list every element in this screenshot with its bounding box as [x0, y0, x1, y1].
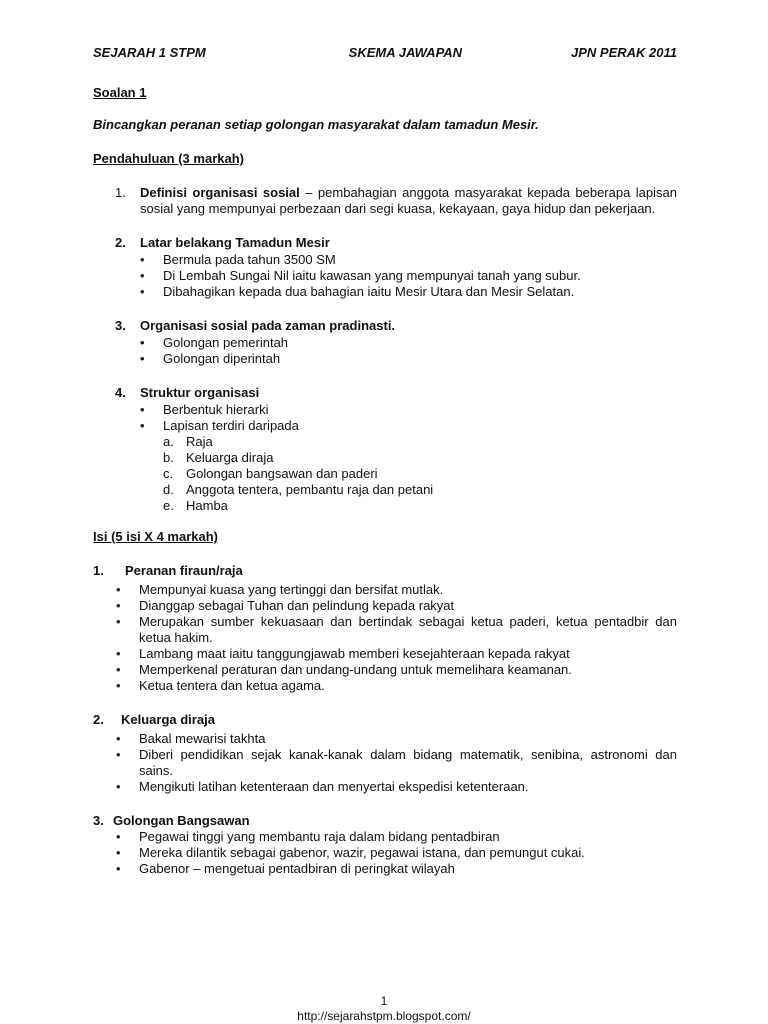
soalan-heading: Soalan 1: [93, 85, 147, 100]
header-right: JPN PERAK 2011: [571, 45, 677, 60]
page-header: [93, 45, 677, 61]
intro-item-number: 2.: [115, 235, 126, 250]
list-item: • Gabenor – mengetuai pentadbiran di peringkat wilayah: [116, 861, 677, 877]
section-number: 1.: [93, 563, 104, 578]
isi-section-title: [93, 563, 677, 579]
bullet-list: [93, 829, 677, 877]
list-item: • Pegawai tinggi yang membantu raja dalam bidang pentadbiran: [116, 829, 677, 845]
isi-section-3: [93, 813, 677, 877]
isi-section-title: [93, 813, 677, 829]
list-item: • Merupakan sumber kekuasaan dan bertindak sebagai ketua paderi, ketua pentadbir dan ketua hakim.: [116, 614, 677, 646]
list-item: • Mereka dilantik sebagai gabenor, wazir, pegawai istana, dan pemungut cukai.: [116, 845, 677, 861]
question-text: Bincangkan peranan setiap golongan masyarakat dalam tamadun Mesir.: [93, 117, 539, 132]
intro-item-3: [93, 318, 677, 367]
list-item: • Lapisan terdiri daripada: [140, 418, 677, 434]
item-text: Hamba: [186, 498, 228, 513]
document-page: [93, 45, 677, 877]
list-item: • Ketua tentera dan ketua agama.: [116, 678, 677, 694]
isi-heading: Isi (5 isi X 4 markah): [93, 529, 219, 544]
header-left: SEJARAH 1 STPM: [93, 45, 206, 60]
lettered-item: [163, 498, 677, 514]
item-text: Keluarga diraja: [186, 450, 274, 465]
list-item: • Bakal mewarisi takhta: [116, 731, 677, 747]
item-letter: c.: [163, 466, 174, 481]
isi-section-1: [93, 563, 677, 694]
lettered-item: [163, 482, 677, 498]
section-number: 3.: [93, 813, 104, 828]
footer-url[interactable]: http://sejarahstpm.blogspot.com/: [297, 1009, 471, 1023]
pendahuluan-list: [93, 185, 677, 514]
list-item: • Lambang maat iaitu tanggungjawab memberi kesejahteraan kepada rakyat: [116, 646, 677, 662]
section-title: Golongan Bangsawan: [113, 813, 250, 828]
lettered-list: [140, 434, 677, 514]
list-item: • Di Lembah Sungai Nil iaitu kawasan yang mempunyai tanah yang subur.: [140, 268, 677, 284]
bullet-list: [140, 252, 677, 300]
list-item: • Diberi pendidikan sejak kanak-kanak dalam bidang matematik, senibina, astronomi dan sains.: [116, 747, 677, 779]
section-title: Keluarga diraja: [121, 712, 215, 727]
item-text: Golongan bangsawan dan paderi: [186, 466, 378, 481]
list-item: • Berbentuk hierarki: [140, 402, 677, 418]
definition-term: Definisi organisasi sosial: [140, 185, 300, 200]
intro-item-4: [93, 385, 677, 514]
intro-item-number: 1.: [115, 185, 126, 200]
intro-item-number: 4.: [115, 385, 126, 400]
list-item: • Bermula pada tahun 3500 SM: [140, 252, 677, 268]
item-letter: a.: [163, 434, 174, 449]
intro-item-title: Latar belakang Tamadun Mesir: [140, 235, 330, 250]
section-number: 2.: [93, 712, 104, 727]
page-footer: [0, 994, 768, 1024]
bullet-list: [93, 582, 677, 694]
bullet-list: [93, 731, 677, 795]
list-item: • Mengikuti latihan ketenteraan dan menyertai ekspedisi ketenteraan.: [116, 779, 677, 795]
intro-item-number: 3.: [115, 318, 126, 333]
header-center: SKEMA JAWAPAN: [348, 45, 463, 60]
list-item: • Dibahagikan kepada dua bahagian iaitu Mesir Utara dan Mesir Selatan.: [140, 284, 677, 300]
list-item: • Golongan diperintah: [140, 351, 677, 367]
page-number: 1: [380, 994, 388, 1008]
lettered-item: [163, 434, 677, 450]
isi-section-title: [93, 712, 677, 728]
item-letter: e.: [163, 498, 174, 513]
intro-item-2: [93, 235, 677, 300]
pendahuluan-heading: Pendahuluan (3 markah): [93, 151, 244, 166]
item-text: Raja: [186, 434, 213, 449]
isi-section-2: [93, 712, 677, 795]
list-item: • Memperkenal peraturan dan undang-undang untuk memelihara keamanan.: [116, 662, 677, 678]
list-item: • Dianggap sebagai Tuhan dan pelindung kepada rakyat: [116, 598, 677, 614]
bullet-list: [140, 402, 677, 434]
intro-item-title: Organisasi sosial pada zaman pradinasti.: [140, 318, 396, 333]
item-letter: d.: [163, 482, 174, 497]
intro-item-1: [93, 185, 677, 217]
item-letter: b.: [163, 450, 174, 465]
definition-text: – pembahagian anggota masyarakat kepada beberapa lapisan sosial yang mempunyai perbezaan dari segi kuasa, kekayaan, gaya hidup dan pekerjaan.: [140, 185, 677, 216]
list-item: • Golongan pemerintah: [140, 335, 677, 351]
bullet-list: [140, 335, 677, 367]
intro-item-title: Struktur organisasi: [140, 385, 260, 400]
definition-paragraph: [140, 185, 677, 217]
lettered-item: [163, 466, 677, 482]
lettered-item: [163, 450, 677, 466]
item-text: Anggota tentera, pembantu raja dan petani: [186, 482, 434, 497]
section-title: Peranan firaun/raja: [125, 563, 243, 578]
list-item: • Mempunyai kuasa yang tertinggi dan bersifat mutlak.: [116, 582, 677, 598]
